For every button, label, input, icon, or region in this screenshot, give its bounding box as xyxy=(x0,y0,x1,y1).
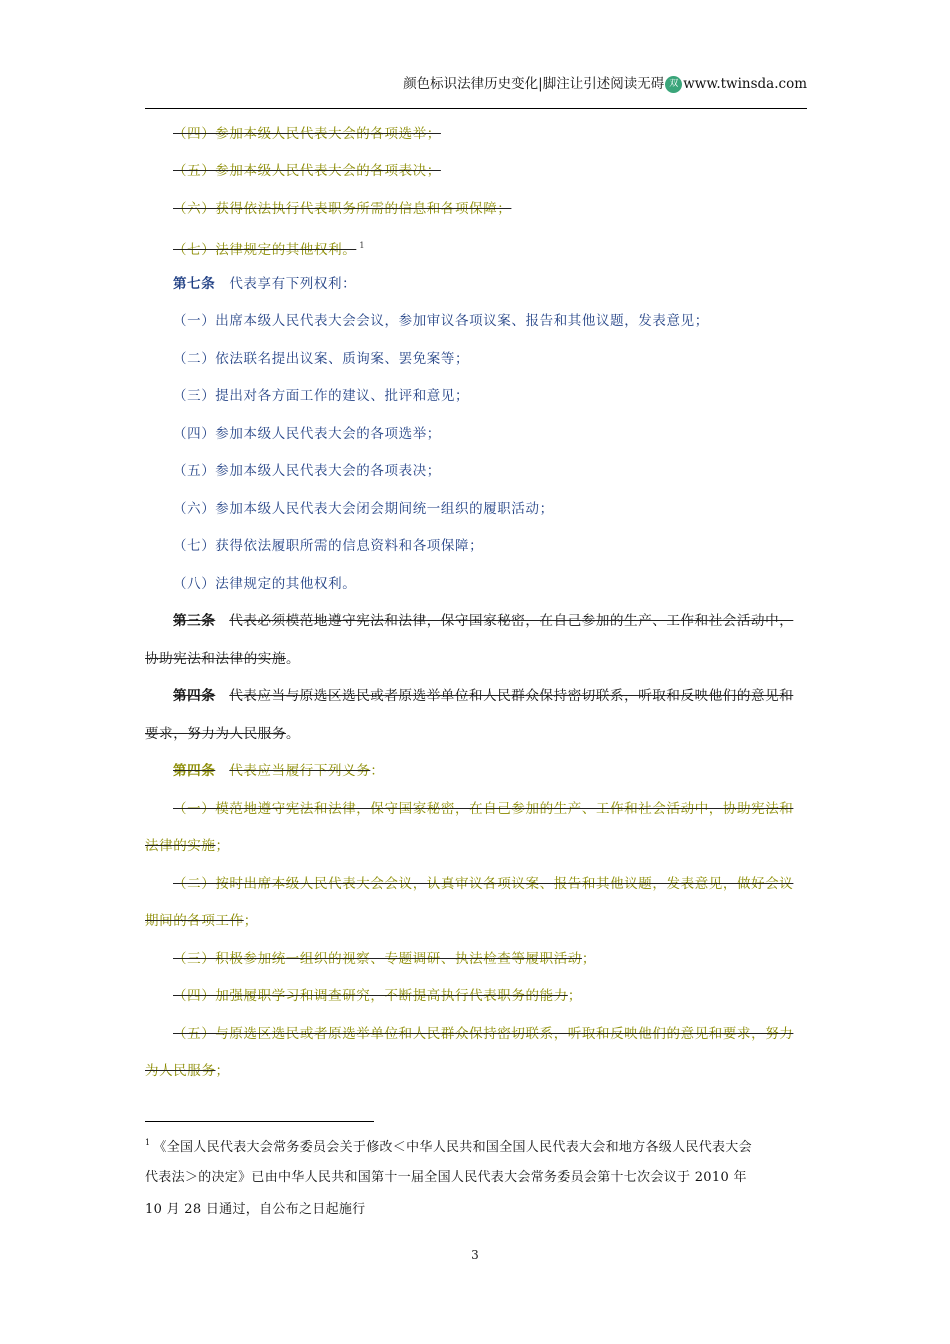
article-7-intro: 代表享有下列权利： xyxy=(229,276,357,292)
deleted-duty-2-cont: 期间的各项工作； xyxy=(145,913,258,929)
article-7-item: （七）获得依法履职所需的信息资料和各项保障； xyxy=(173,538,484,554)
article-7-item: （四）参加本级人民代表大会的各项选举； xyxy=(173,426,441,442)
footnote-line-3: 10 月 28 日通过，自公布之日起施行 xyxy=(145,1202,366,1217)
footnote-line-2: 代表法＞的决定》已由中华人民共和国第十一届全国人民代表大会常务委员会第十七次会议于 2010 年 xyxy=(145,1170,747,1185)
deleted-article-4-old: 第四条 代表应当与原选区选民或者原选举单位和人民群众保持密切联系，听取和反映他们的意见和 xyxy=(173,688,794,704)
article-7-item: （三）提出对各方面工作的建议、批评和意见； xyxy=(173,388,470,404)
deleted-duty-5: （五）与原选区选民或者原选举单位和人民群众保持密切联系，听取和反映他们的意见和要求，努力 xyxy=(173,1026,794,1042)
header-title: 颜色标识法律历史变化|脚注让引述阅读无碍 xyxy=(403,76,665,92)
footnote-ref[interactable]: 1 xyxy=(359,241,366,250)
footnote-marker: 1 xyxy=(145,1138,151,1147)
deleted-item-7: （七）法律规定的其他权利。 $^1$ xyxy=(173,241,366,258)
deleted-duty-1-cont: 法律的实施； xyxy=(145,838,230,854)
article-7-item: （五）参加本级人民代表大会的各项表决； xyxy=(173,463,441,479)
twinsda-logo-icon: 双 xyxy=(665,76,682,93)
deleted-article-4-new: 第四条 代表应当履行下列义务： xyxy=(173,763,385,779)
article-7-item: （一）出席本级人民代表大会会议，参加审议各项议案、报告和其他议题，发表意见； xyxy=(173,313,709,329)
header-divider xyxy=(145,108,807,109)
page-header xyxy=(145,72,807,94)
article-7-item: （六）参加本级人民代表大会闭会期间统一组织的履职活动； xyxy=(173,501,554,517)
deleted-duty-3: （三）积极参加统一组织的视察、专题调研、执法检查等履职活动； xyxy=(173,951,597,967)
deleted-article-3-cont: 协助宪法和法律的实施。 xyxy=(145,651,301,667)
page-number: 3 xyxy=(471,1248,479,1262)
deleted-item-6: （六）获得依法执行代表职务所需的信息和各项保障； xyxy=(173,201,512,217)
deleted-duty-2: （二）按时出席本级人民代表大会会议，认真审议各项议案、报告和其他议题，发表意见，做好会议 xyxy=(173,876,794,892)
deleted-duty-5-cont: 为人民服务； xyxy=(145,1063,230,1079)
article-7-item: （八）法律规定的其他权利。 xyxy=(173,576,357,592)
article-7-heading xyxy=(173,274,807,294)
article-7-item: （二）依法联名提出议案、质询案、罢免案等； xyxy=(173,351,470,367)
deleted-duty-1: （一）模范地遵守宪法和法律，保守国家秘密，在自己参加的生产、工作和社会活动中，协助宪法和 xyxy=(173,801,794,817)
deleted-article-4-old-cont: 要求，努力为人民服务。 xyxy=(145,726,301,742)
footnote-line-1: $^1$ 《全国人民代表大会常务委员会关于修改＜中华人民共和国全国人民代表大会和地方各级人民代表大会 xyxy=(145,1138,752,1155)
article-7-title: 第七条 xyxy=(173,276,216,292)
header-site-link[interactable]: www.twinsda.com xyxy=(683,76,807,92)
deleted-article-3: 第三条 代表必须模范地遵守宪法和法律，保守国家秘密，在自己参加的生产、工作和社会活动中， xyxy=(173,613,794,629)
footnote-divider xyxy=(145,1121,374,1122)
deleted-item-4: （四）参加本级人民代表大会的各项选举； xyxy=(173,126,441,142)
deleted-item-5: （五）参加本级人民代表大会的各项表决； xyxy=(173,163,441,179)
deleted-duty-4: （四）加强履职学习和调查研究，不断提高执行代表职务的能力； xyxy=(173,988,582,1004)
